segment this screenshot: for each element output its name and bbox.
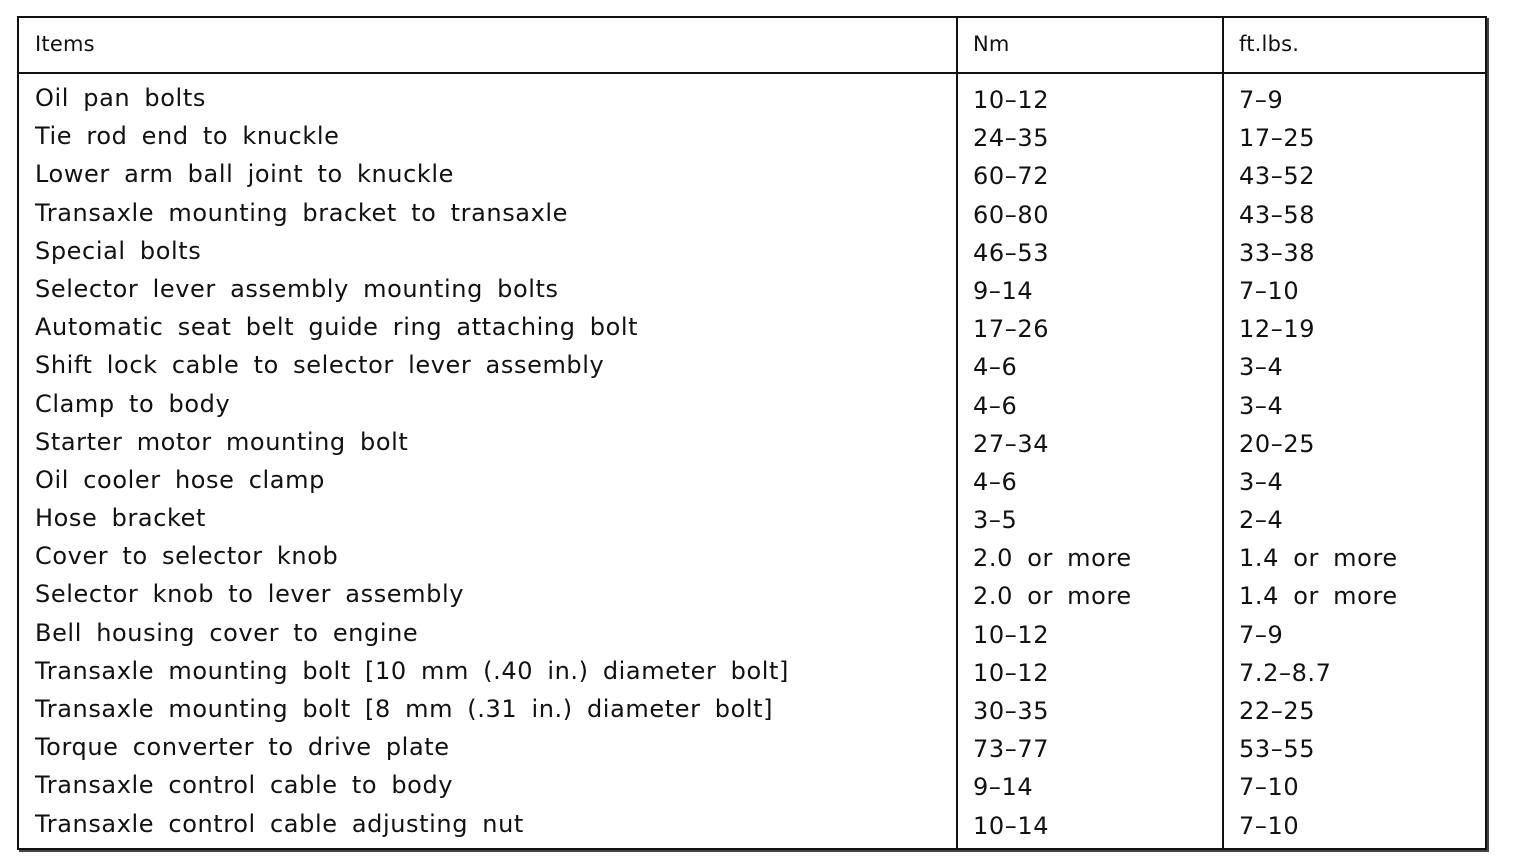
item-cell: Transaxle mounting bolt [8 mm (.31 in.) diameter bolt] — [35, 695, 774, 723]
table-row — [19, 809, 1485, 850]
table-row — [19, 544, 1485, 582]
nm-cell: 10–14 — [973, 811, 1050, 840]
ftlbs-cell: 22–25 — [1239, 697, 1316, 725]
ftlbs-cell: 43–52 — [1239, 162, 1316, 191]
item-cell: Oil pan bolts — [35, 84, 206, 112]
nm-cell: 4–6 — [973, 391, 1018, 420]
nm-cell: 17–26 — [973, 315, 1050, 344]
nm-cell: 9–14 — [973, 276, 1034, 305]
item-cell: Hose bracket — [35, 504, 207, 533]
nm-cell: 60–72 — [973, 162, 1050, 191]
item-cell: Special bolts — [35, 236, 202, 265]
nm-cell: 9–14 — [973, 773, 1034, 802]
header-nm: Nm — [973, 32, 1010, 56]
ftlbs-cell: 33–38 — [1239, 238, 1316, 267]
ftlbs-cell: 7–10 — [1239, 811, 1300, 840]
table-row — [19, 198, 1485, 239]
ftlbs-cell: 2–4 — [1239, 506, 1284, 535]
item-cell: Starter motor mounting bolt — [35, 427, 409, 456]
ftlbs-cell: 53–55 — [1239, 735, 1316, 764]
nm-cell: 27–34 — [973, 429, 1050, 458]
table-row — [19, 582, 1485, 620]
nm-cell: 4–6 — [973, 353, 1018, 382]
torque-spec-table — [17, 16, 1487, 850]
nm-cell: 3–5 — [973, 506, 1018, 535]
item-cell: Selector lever assembly mounting bolts — [35, 274, 559, 303]
item-cell: Oil cooler hose clamp — [35, 465, 325, 494]
item-cell: Clamp to body — [35, 389, 231, 418]
item-cell: Transaxle mounting bolt [10 mm (.40 in.) diameter bolt] — [35, 656, 790, 685]
ftlbs-cell: 1.4 or more — [1239, 544, 1398, 573]
nm-cell: 2.0 or more — [973, 582, 1132, 611]
table-row — [19, 773, 1485, 811]
table-row — [19, 465, 1485, 506]
table-row — [19, 124, 1485, 162]
table-row — [19, 353, 1485, 391]
table-row — [19, 735, 1485, 773]
item-cell: Automatic seat belt guide ring attaching bolt — [35, 313, 639, 342]
item-cell: Transaxle control cable to body — [35, 771, 454, 800]
ftlbs-cell: 43–58 — [1239, 200, 1316, 229]
item-cell: Transaxle control cable adjusting nut — [35, 809, 524, 838]
ftlbs-cell: 3–4 — [1239, 353, 1284, 382]
table-row — [19, 656, 1485, 697]
table-row — [19, 697, 1485, 735]
header-rule — [19, 72, 1485, 74]
nm-cell: 24–35 — [973, 124, 1050, 153]
ftlbs-cell: 1.4 or more — [1239, 582, 1398, 611]
item-cell: Transaxle mounting bracket to transaxle — [35, 198, 569, 227]
item-cell: Cover to selector knob — [35, 542, 339, 571]
nm-cell: 10–12 — [973, 658, 1050, 687]
table-row — [19, 86, 1485, 124]
nm-cell: 4–6 — [973, 467, 1018, 496]
ftlbs-cell: 12–19 — [1239, 315, 1316, 344]
table-body — [19, 86, 1485, 850]
item-cell: Selector knob to lever assembly — [35, 580, 465, 609]
header-items: Items — [35, 32, 95, 56]
nm-cell: 46–53 — [973, 238, 1050, 267]
table-row — [19, 162, 1485, 200]
ftlbs-cell: 3–4 — [1239, 467, 1284, 496]
ftlbs-cell: 17–25 — [1239, 124, 1316, 153]
item-cell: Tie rod end to knuckle — [35, 122, 340, 151]
nm-cell: 73–77 — [973, 735, 1050, 764]
table-row — [19, 506, 1485, 544]
nm-cell: 30–35 — [973, 697, 1050, 725]
item-cell: Lower arm ball joint to knuckle — [35, 160, 455, 189]
nm-cell: 60–80 — [973, 200, 1050, 229]
table-row — [19, 236, 1485, 277]
item-cell: Bell housing cover to engine — [35, 618, 419, 647]
nm-cell: 10–12 — [973, 620, 1050, 649]
ftlbs-cell: 7–9 — [1239, 620, 1284, 649]
nm-cell: 10–12 — [973, 86, 1050, 114]
ftlbs-cell: 7–10 — [1239, 276, 1300, 305]
ftlbs-cell: 7–9 — [1239, 86, 1284, 114]
table-row — [19, 427, 1485, 468]
nm-cell: 2.0 or more — [973, 544, 1132, 573]
item-cell: Torque converter to drive plate — [35, 733, 450, 762]
table-row — [19, 315, 1485, 353]
ftlbs-cell: 20–25 — [1239, 429, 1316, 458]
ftlbs-cell: 7.2–8.7 — [1239, 658, 1332, 687]
header-ftlbs: ft.lbs. — [1239, 32, 1300, 56]
table-row — [19, 274, 1485, 315]
item-cell: Shift lock cable to selector lever assembly — [35, 351, 605, 380]
table-row — [19, 389, 1485, 430]
table-row — [19, 618, 1485, 659]
ftlbs-cell: 7–10 — [1239, 773, 1300, 802]
ftlbs-cell: 3–4 — [1239, 391, 1284, 420]
